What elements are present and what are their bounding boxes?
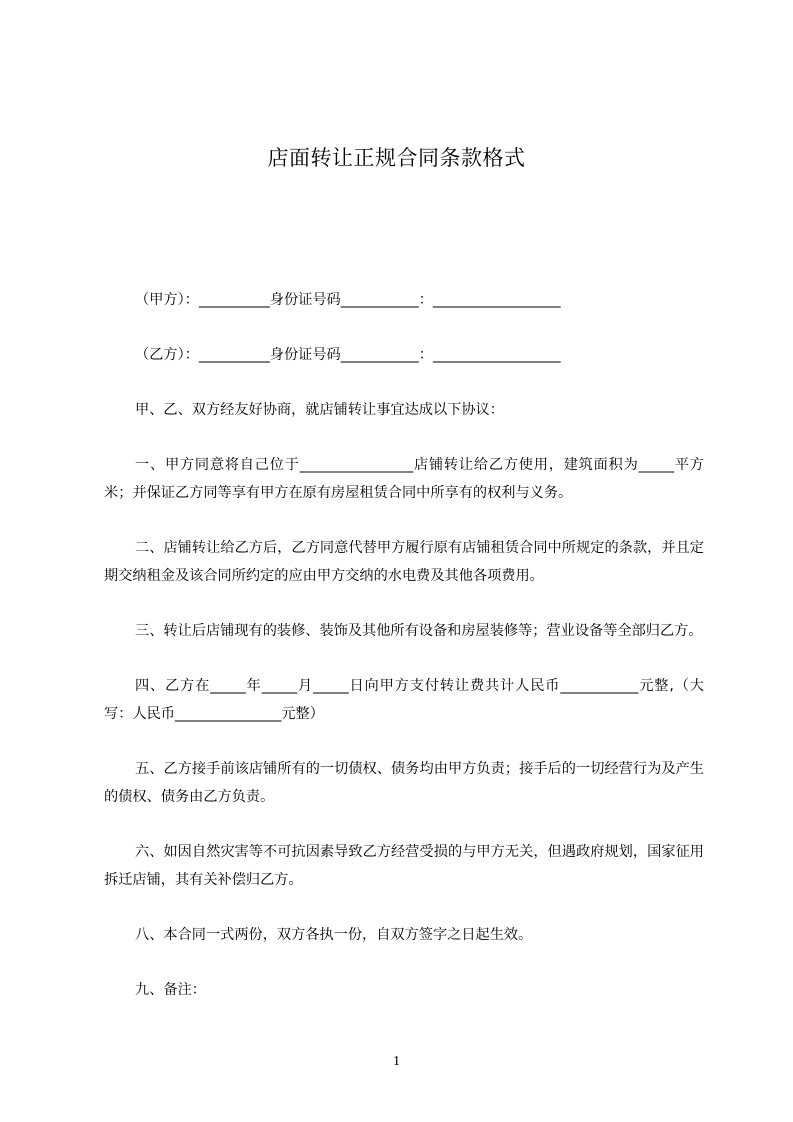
document-body [104,286,704,1004]
agreement-intro: 甲、乙、双方经友好协商，就店铺转让事宜达成以下协议： [135,402,504,418]
party-a-line: （甲方）：__________身份证号码___________：__________________ [135,292,561,308]
clause-8: 八、本合同一式两份，双方各执一份，自双方签字之日起生效。 [135,927,533,943]
document-title: 店面转让正规合同条款格式 [267,146,526,170]
clause-9-remarks: 九、备注： [135,982,206,998]
clause-4: 四、乙方在_____年_____月_____日向甲方支付转让费共计人民币___________元整,（大写：人民币_______________元整） [104,678,704,722]
clause-1: 一、甲方同意将自己位于________________店铺转让给乙方使用，建筑面积为_____平方米；并保证乙方同等享有甲方在原有房屋租赁合同中所享有的权利与义务。 [104,457,704,501]
clause-6: 六、如因自然灾害等不可抗因素导致乙方经营受损的与甲方无关，但遇政府规划，国家征用拆迁店铺，其有关补偿归乙方。 [104,844,704,888]
clause-2: 二、店铺转让给乙方后，乙方同意代替甲方履行原有店铺租赁合同中所规定的条款，并且定期交纳租金及该合同所约定的应由甲方交纳的水电费及其他各项费用。 [104,540,704,584]
clause-3: 三、转让后店铺现有的装修、装饰及其他所有设备和房屋装修等；营业设备等全部归乙方。 [135,623,703,639]
party-b-line: （乙方）：__________身份证号码___________：__________________ [135,347,561,363]
page-number: 1 [393,1054,400,1069]
clause-5: 五、乙方接手前该店铺所有的一切债权、债务均由甲方负责；接手后的一切经营行为及产生的债权、债务由乙方负责。 [104,761,704,805]
